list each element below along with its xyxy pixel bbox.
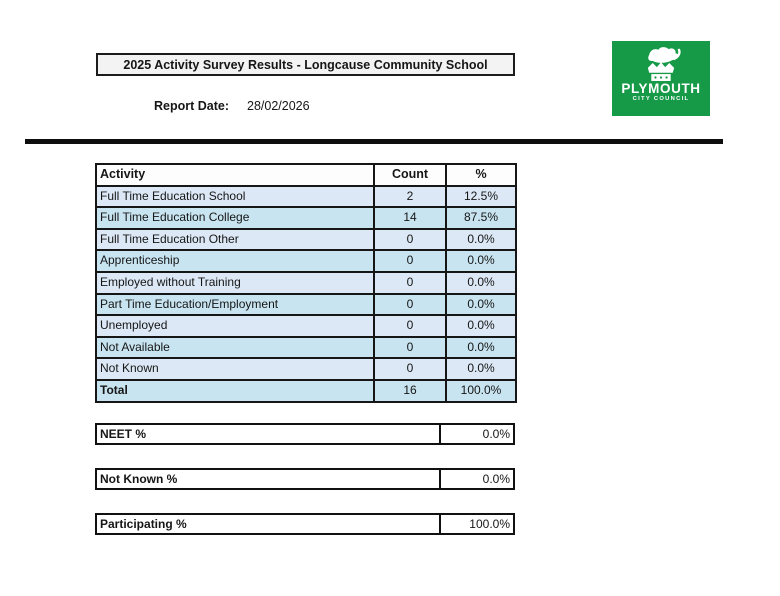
percent-cell: 0.0% <box>446 229 516 251</box>
total-percent-cell: 100.0% <box>446 380 516 402</box>
count-cell: 2 <box>374 186 446 208</box>
not-known-percent-box <box>95 468 515 490</box>
neet-percent-box <box>95 423 515 445</box>
table-row <box>96 186 516 208</box>
activity-cell: Full Time Education Other <box>96 229 374 251</box>
total-label-cell: Total <box>96 380 374 402</box>
percent-cell: 87.5% <box>446 207 516 229</box>
column-header-percent: % <box>446 164 516 186</box>
percent-cell: 0.0% <box>446 337 516 359</box>
count-cell: 0 <box>374 315 446 337</box>
activity-cell: Not Available <box>96 337 374 359</box>
plymouth-crest-icon <box>626 45 696 81</box>
not-known-percent-label: Not Known % <box>97 470 441 488</box>
neet-percent-value: 0.0% <box>482 427 510 441</box>
table-row <box>96 294 516 316</box>
percent-cell: 0.0% <box>446 294 516 316</box>
table-row <box>96 207 516 229</box>
table-row <box>96 337 516 359</box>
header-divider <box>25 139 723 144</box>
report-date-label: Report Date: <box>154 99 230 113</box>
neet-percent-label: NEET % <box>97 425 441 443</box>
activity-cell: Full Time Education School <box>96 186 374 208</box>
table-row <box>96 250 516 272</box>
participating-percent-label: Participating % <box>97 515 441 533</box>
count-cell: 0 <box>374 337 446 359</box>
activity-cell: Full Time Education College <box>96 207 374 229</box>
activity-cell: Part Time Education/Employment <box>96 294 374 316</box>
table-row <box>96 315 516 337</box>
total-count-cell: 16 <box>374 380 446 402</box>
column-header-count: Count <box>374 164 446 186</box>
table-row <box>96 272 516 294</box>
logo-name: PLYMOUTH <box>621 81 701 96</box>
count-cell: 14 <box>374 207 446 229</box>
percent-cell: 0.0% <box>446 358 516 380</box>
not-known-percent-value: 0.0% <box>482 472 510 486</box>
percent-cell: 0.0% <box>446 272 516 294</box>
table-row <box>96 358 516 380</box>
activity-table <box>95 163 517 403</box>
report-title-box <box>96 53 515 76</box>
count-cell: 0 <box>374 272 446 294</box>
column-header-activity: Activity <box>96 164 374 186</box>
count-cell: 0 <box>374 229 446 251</box>
table-header-row <box>96 164 516 186</box>
activity-cell: Employed without Training <box>96 272 374 294</box>
logo-subtitle: CITY COUNCIL <box>632 96 690 102</box>
count-cell: 0 <box>374 294 446 316</box>
activity-cell: Unemployed <box>96 315 374 337</box>
table-total-row <box>96 380 516 402</box>
activity-cell: Apprenticeship <box>96 250 374 272</box>
report-title: 2025 Activity Survey Results - Longcause Community School <box>123 57 488 72</box>
table-row <box>96 229 516 251</box>
percent-cell: 0.0% <box>446 250 516 272</box>
report-date-value: 28/02/2026 <box>247 99 310 113</box>
participating-percent-box <box>95 513 515 535</box>
participating-percent-value: 100.0% <box>469 517 510 531</box>
count-cell: 0 <box>374 358 446 380</box>
percent-cell: 0.0% <box>446 315 516 337</box>
activity-cell: Not Known <box>96 358 374 380</box>
percent-cell: 12.5% <box>446 186 516 208</box>
count-cell: 0 <box>374 250 446 272</box>
plymouth-city-council-logo <box>612 41 710 116</box>
